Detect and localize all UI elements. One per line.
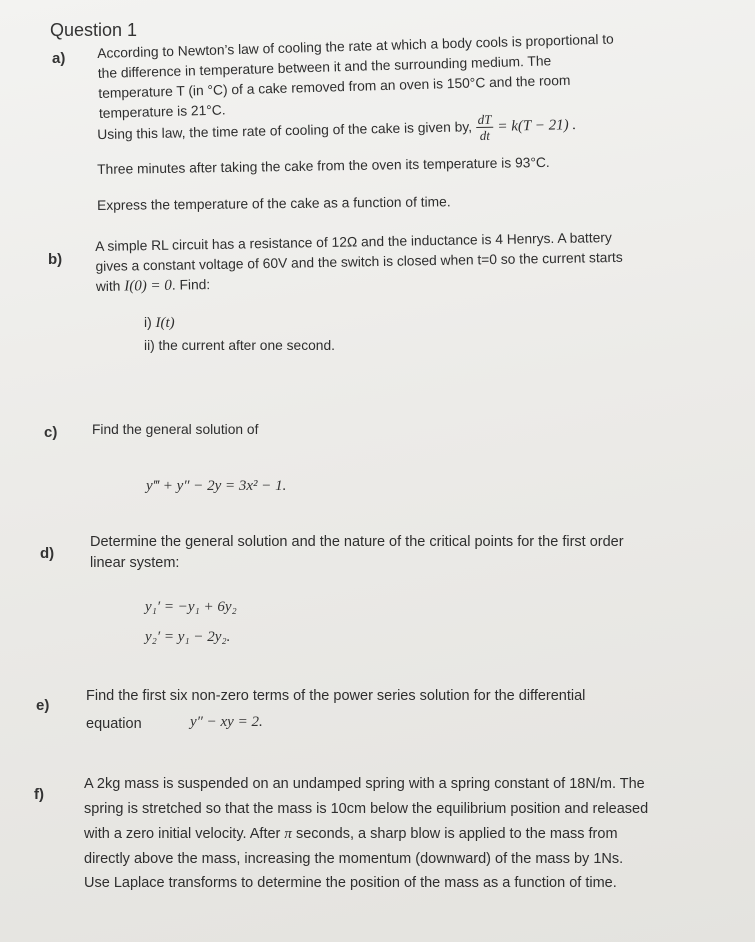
fraction-numerator: dT bbox=[476, 112, 494, 128]
system-equation-2: y₂′ = y₁ − 2y₂. bbox=[145, 629, 231, 645]
part-b-text bbox=[95, 226, 716, 297]
part-f-after: with a zero initial velocity. After bbox=[84, 826, 281, 842]
initial-condition: I(0) = 0 bbox=[124, 277, 173, 295]
part-c-label: c) bbox=[44, 424, 58, 441]
item-1-prefix: i) bbox=[144, 315, 152, 330]
part-b-item-2: ii) the current after one second. bbox=[144, 338, 335, 353]
part-d-line: linear system: bbox=[90, 555, 180, 571]
part-a-line: Three minutes after taking the cake from the oven its temperature is 93°C. bbox=[97, 154, 550, 177]
part-b-with: with bbox=[95, 278, 121, 294]
part-b-item-1 bbox=[144, 313, 444, 333]
part-c-equation: y‴ + y″ − 2y = 3x² − 1. bbox=[146, 478, 287, 494]
part-b-line: gives a constant voltage of 60V and the switch is closed when t=0 so the current starts bbox=[95, 249, 623, 274]
part-f-label: f) bbox=[34, 786, 44, 803]
part-f-line bbox=[84, 822, 744, 847]
part-e-line: equation bbox=[86, 716, 142, 732]
part-a-line: Using this law, the time rate of cooling of the cake is given by, bbox=[97, 119, 473, 143]
part-e-label: e) bbox=[36, 697, 50, 714]
part-b-label: b) bbox=[48, 251, 63, 268]
part-e-line: Find the first six non-zero terms of the power series solution for the differential bbox=[86, 688, 586, 704]
part-a-equation-rhs: = k(T − 21) . bbox=[497, 117, 577, 135]
dT-dt-fraction bbox=[476, 112, 494, 143]
part-a-line: the difference in temperature between it and the surrounding medium. The bbox=[97, 53, 552, 81]
current-function: I(t) bbox=[155, 315, 175, 331]
part-b-find: . Find: bbox=[171, 276, 211, 293]
part-a-line: temperature T (in °C) of a cake removed from an oven is 150°C and the room bbox=[98, 72, 571, 101]
part-f-line: A 2kg mass is suspended on an undamped spring with a spring constant of 18N/m. The bbox=[84, 776, 645, 792]
fraction-denominator: dt bbox=[479, 127, 491, 143]
part-a-line: Express the temperature of the cake as a function of time. bbox=[97, 194, 451, 213]
part-d-text bbox=[90, 532, 730, 574]
part-d-line: Determine the general solution and the nature of the critical points for the first order bbox=[90, 534, 624, 550]
part-f-line: directly above the mass, increasing the momentum (downward) of the mass by 1Ns. bbox=[84, 851, 624, 867]
part-a-line: According to Newton’s law of cooling the rate at which a body cools is proportional to bbox=[97, 31, 614, 61]
system-equation-1: y₁′ = −y₁ + 6y₂ bbox=[145, 599, 237, 615]
part-a-line: temperature is 21°C. bbox=[98, 102, 226, 121]
part-c-line: Find the general solution of bbox=[92, 422, 259, 437]
part-b-line: A simple RL circuit has a resistance of 12Ω and the inductance is 4 Henrys. A battery bbox=[95, 229, 612, 254]
part-f-line: spring is stretched so that the mass is 10cm below the equilibrium position and released bbox=[84, 801, 649, 817]
part-f-text bbox=[84, 772, 744, 872]
part-f-line: Use Laplace transforms to determine the position of the mass as a function of time. bbox=[84, 875, 617, 891]
part-d-label: d) bbox=[40, 545, 55, 562]
part-e-equation: y″ − xy = 2. bbox=[190, 714, 263, 730]
question-title: Question 1 bbox=[50, 20, 138, 40]
part-a-label: a) bbox=[52, 50, 66, 67]
part-f-blow: seconds, a sharp blow is applied to the mass from bbox=[295, 826, 618, 842]
pi-symbol: π bbox=[284, 826, 292, 842]
